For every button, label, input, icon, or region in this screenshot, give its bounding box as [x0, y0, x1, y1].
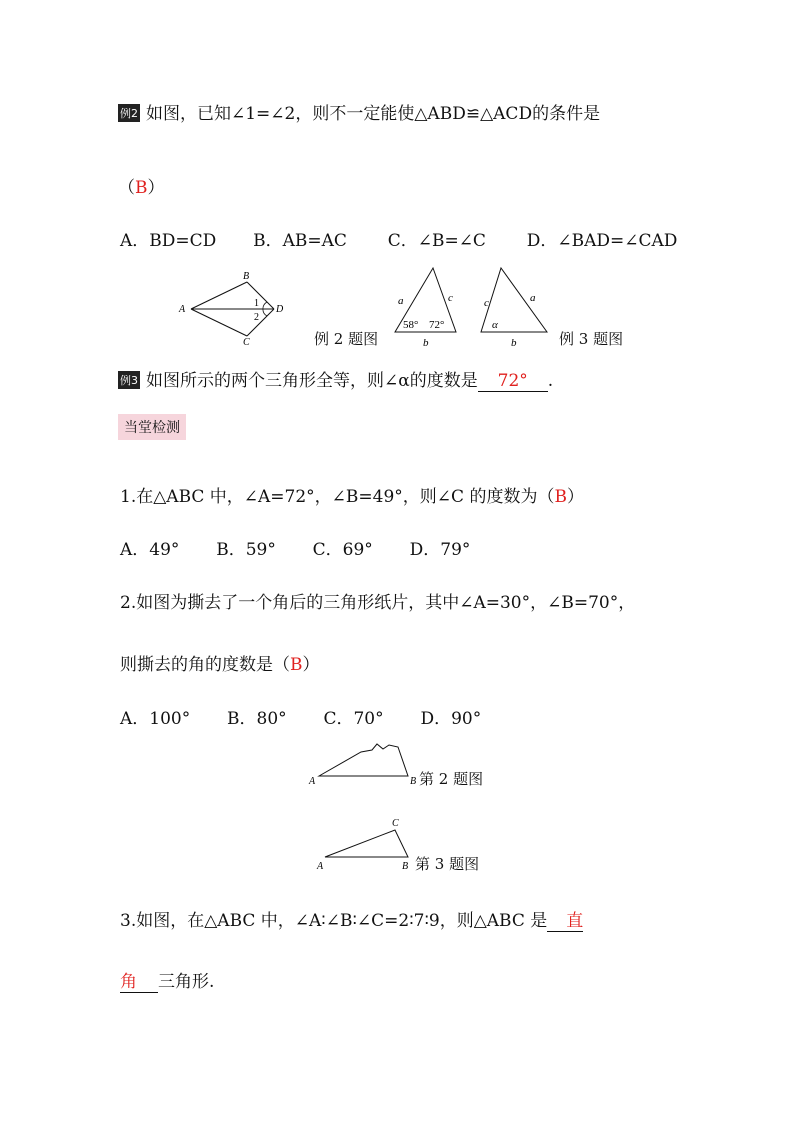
example3-question-line [118, 366, 553, 392]
q3-label-C: C [392, 818, 399, 829]
option-b: B．AB=AC [253, 231, 347, 251]
q3-line1 [120, 906, 583, 932]
q2-label-B: B [410, 776, 417, 787]
q2-answer: B [290, 655, 303, 675]
q1-answer: B [554, 487, 567, 507]
example2-figure [175, 268, 290, 348]
label-C: C [243, 337, 250, 348]
q2-label-A: A [309, 776, 316, 787]
option-a: A．BD=CD [120, 231, 217, 251]
q1-option-c: C．69° [312, 540, 373, 560]
right-side-b: b [511, 337, 517, 349]
q1-option-d: D．79° [409, 540, 471, 560]
label-1: 1 [254, 298, 259, 309]
example3-caption: 例 3 题图 [559, 330, 624, 348]
example2-question-line [118, 99, 600, 124]
label-2: 2 [254, 312, 259, 323]
q3-label-A: A [317, 861, 324, 872]
right-angle-alpha: α [492, 319, 498, 331]
example2-answer-line [118, 173, 165, 198]
q1-options [120, 535, 470, 560]
q3-figure [312, 815, 420, 873]
q1-option-a: A．49° [120, 540, 180, 560]
q2-text: 则撕去的角的度数是（ [120, 655, 290, 675]
example3-answer: 72° [478, 371, 548, 392]
q3-text: 3.如图，在△ABC 中，∠A∶∠B∶∠C=2∶7∶9，则△ABC 是 [120, 911, 548, 931]
left-side-a: a [398, 295, 404, 307]
q1-text: 1.在△ABC 中，∠A=72°，∠B=49°，则∠C 的度数为（ [120, 487, 555, 507]
right-side-a: a [530, 292, 536, 304]
example3-question: 如图所示的两个三角形全等，则∠α的度数是 [146, 371, 478, 391]
q3-answer-part1: 直 [547, 906, 583, 932]
q3-line2 [120, 967, 214, 993]
q2-option-b: B．80° [227, 709, 287, 729]
label-A: A [179, 304, 186, 315]
q2-options [120, 704, 481, 729]
q1-option-b: B．59° [216, 540, 276, 560]
q3-label-B: B [402, 861, 409, 872]
left-angle-58: 58° [403, 319, 419, 331]
q2-figure [305, 740, 423, 788]
example3-tail: . [547, 371, 554, 391]
q2-caption: 第 2 题图 [419, 770, 484, 788]
label-B: B [243, 271, 250, 282]
q1-close: ） [566, 487, 584, 507]
left-side-b: b [423, 337, 429, 349]
example2-tag: 例2 [118, 104, 140, 122]
q2-option-d: D．90° [420, 709, 482, 729]
q2-line2 [120, 650, 320, 675]
q3-answer-part2: 角 [120, 967, 158, 993]
q2-option-a: A．100° [120, 709, 191, 729]
example2-caption: 例 2 题图 [314, 330, 379, 348]
left-angle-72: 72° [429, 319, 445, 331]
q3-caption: 第 3 题图 [415, 855, 480, 873]
example3-tag: 例3 [118, 371, 140, 389]
q2-option-c: C．70° [323, 709, 384, 729]
paren-open: （ [118, 178, 135, 198]
option-d: D．∠BAD=∠CAD [526, 231, 678, 251]
left-side-c: c [448, 292, 453, 304]
label-D: D [276, 304, 284, 315]
example2-question: 如图，已知∠1=∠2，则不一定能使△ABD≌△ACD的条件是 [146, 104, 601, 124]
example2-answer: B [135, 178, 148, 198]
q1-line [120, 482, 584, 507]
q3-tail: 三角形. [158, 972, 215, 992]
right-side-c: c [484, 297, 489, 309]
section-header: 当堂检测 [118, 414, 186, 440]
q2-close: ） [302, 655, 320, 675]
paren-close: ） [147, 178, 165, 198]
example2-options [120, 226, 677, 251]
option-c: C．∠B=∠C [387, 231, 486, 251]
q2-line1: 2.如图为撕去了一个角后的三角形纸片，其中∠A=30°，∠B=70°， [120, 593, 636, 613]
